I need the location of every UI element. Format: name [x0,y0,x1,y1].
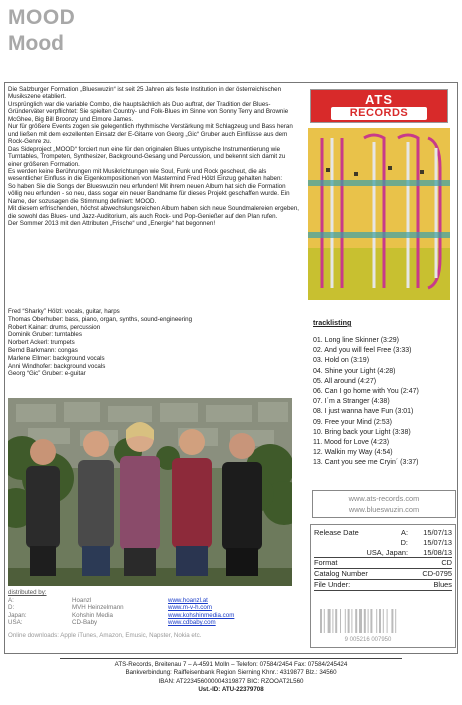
distributor-region: A: [8,597,14,604]
distributor-name: Kohshin Media [72,611,113,619]
distributor-region: USA: [8,619,23,627]
album-cover [308,128,450,300]
catalog-label: Catalog Number [314,569,368,579]
band-member: Bernd Barkmann: congas [8,346,78,354]
barcode-bar [328,609,331,633]
track-item: 01. Long line Skinner (3:29) [313,337,399,344]
distributor-row [8,612,298,619]
release-date-row [314,528,452,538]
distributor-name: Hoanzl [72,597,92,604]
barcode-bar [351,609,352,633]
format-label: Format [314,558,338,568]
barcode [316,607,420,643]
distributor-link[interactable]: www.hoanzl.at [168,597,208,604]
distributor-region: D: [8,604,15,612]
band-photo [8,398,292,586]
format-row [314,558,452,569]
distributor-name: MVH Heinzelmann [72,604,124,612]
catalog-row [314,569,452,580]
page-title: MOOD [8,6,76,29]
band-members [8,308,300,378]
catalog-value: CD-0795 [422,569,452,579]
release-region-d: D: [400,537,408,547]
bio-paragraph: Es werden keine Berührungen mit Musikrichtungen wie Soul, Funk und Rock gescheut, die als wesentlicher Einfluss in die Eigenkompositionen von Mastermind Fred Hölzl Einzug gehalten haben: [8,167,283,183]
band-member: Norbert Ackerl: trumpets [8,339,75,347]
barcode-bar [391,609,393,633]
track-item: 11. Mood for Love (4:23) [313,439,390,447]
band-member: Robert Kainar: drums, percussion [8,323,101,331]
bio-paragraph: Ursprünglich war die variable Combo, die hauptsächlich als Duo auftrat, der Tradition der Blues-Gründerväter verpflichtet: Sie spielten Country- und Folk-Blues im Sinne von Sonny Terry and Brownie McGhee, Big Bill Broonzy und Elmore James. [8,100,289,123]
barcode-bar [368,609,369,633]
distributor-link[interactable]: www.kohshinmedia.com [168,611,235,619]
bio-paragraph: Mit diesem erfrischenden, höchst abwechslungsreichen Album haben sich neue Soundmalereien ergeben, die sowohl das Blues- und Jazz-Auditorium, als auch Rock- und Pop-Genießer auf den Plan rufen. [8,205,299,220]
track-item: 09. Free your Mind (2:53) [313,418,392,426]
barcode-bar [370,609,372,633]
barcode-bar [364,609,366,633]
footer-address: ATS-Records, Breitenau 7 – A-4591 Molln – Telefon: 07584/2454 Fax: 07584/245424 [114,661,348,668]
website-box [312,490,456,518]
footer-vat-id: Ust.-ID: ATU-22379708 [198,686,264,694]
bio-paragraph: Das Sideproject „MOOD“ forciert nun eine für den originalen Blues untypische Instrumentierung wie Turntables, Trompeten, Synthesizer, Background-Gesang und Percussion, und bekennt sich damit zu einer größeren Formation. [8,145,286,168]
album-title: Mood [8,32,64,55]
release-region-usa: USA, Japan: [366,547,408,557]
barcode-bar [387,609,388,633]
barcode-bar [395,609,396,633]
band-member: Anni Windhofer: background vocals [8,362,106,370]
track-item: 03. Hold on (3:19) [313,357,370,365]
band-biography [8,86,300,228]
track-item: 08. I just wanna have Fun (3:01) [313,408,414,416]
band-member: Marlene Ellmer: background vocals [8,354,105,362]
release-date-a: 15/07/13 [423,528,452,537]
distributor-row [8,597,298,604]
track-item: 10. Bring back your Light (3:38) [313,428,411,436]
bio-paragraph: So haben Sie die Songs der Blueswuzin neu erfunden! Mit ihrem neuen Album hat sich die Formation völlig neu erfunden - so neu, dass sogar ein neuer Bandname für dieses Projekt geschaffen wurde. Ein Name, der sozusagen die Stimmung definiert: MOOD. [8,182,290,205]
logo-text-ats: ATS [364,92,394,107]
website-link-ats[interactable]: www.ats-records.com [348,494,420,503]
track-item: 07. I´m a Stranger (4:38) [313,398,390,406]
barcode-bar [332,609,333,633]
barcode-bar [383,609,384,633]
barcode-bar [355,609,357,633]
file-under-label: File Under: [314,579,351,589]
distributor-row [8,604,298,611]
bio-paragraph: Nur für größere Events zogen sie gelegentlich rhythmische Verstärkung mit Schlagzeug und Bass heran und ließen mit dem exzellenten Einsatz der E-Gitarre von Georg „Gic“ Gruber auch Einflüsse aus dem Rock-Genre zu. [8,123,293,146]
track-item: 04. Shine your Light (4:28) [313,367,396,375]
track-item: 02. And you will feel Free (3:33) [313,347,412,355]
barcode-bar [348,609,350,633]
format-value: CD [441,558,452,568]
file-under-row [314,580,452,591]
barcode-bar [324,609,325,633]
band-member: Thomas Oberhuber: bass, piano, organ, synths, sound-engineering [8,315,193,323]
file-under-value: Blues [433,579,452,589]
barcode-bar [359,609,362,633]
tracklist-title: tracklisting [313,318,352,327]
barcode-bar [340,609,341,633]
track-item: 12. Walkin my Way (4:54) [313,449,393,457]
barcode-bar [379,609,381,633]
barcode-bar [320,609,322,633]
website-link-blueswuzin[interactable]: www.blueswuzin.com [348,505,420,514]
band-member: Dominik Gruber: turntables [8,331,82,339]
release-date-usa: 15/08/13 [423,547,452,557]
online-downloads: Online downloads: Apple iTunes, Amazon, Emusic, Napster, Nokia etc. [8,631,202,639]
release-d-row [314,538,452,548]
footer [0,658,462,695]
track-item: 05. All around (4:27) [313,377,377,385]
barcode-number: 9 005216 007950 [344,637,392,643]
footer-bank: Bankverbindung: Raiffeisenbank Region Sierning Khnr.: 4319877 Blz.: 34560 [125,669,337,677]
footer-iban: IBAN: AT223456000004319877 BIC: RZOOAT2L560 [158,677,304,685]
bio-paragraph: Der Sommer 2013 mit den Attributen „Frische“ und „Energie“ hat begonnen! [8,220,216,228]
release-date-d: 15/07/13 [423,537,452,547]
band-member: Fred “Sharky” Hölzl: vocals, guitar, harps [8,308,120,315]
distribution-section [8,589,298,639]
bio-paragraph: Die Salzburger Formation „Blueswuzin“ ist seit 25 Jahren als feste Institution in der österreichischen Musikszene etabliert. [8,86,282,101]
distributor-region: Japan: [8,611,27,619]
release-info-box [310,524,456,648]
barcode-bar [376,609,377,633]
tracklist [313,336,419,469]
distributor-row [8,619,298,626]
release-date-label: Release Date [314,528,359,537]
track-item: 06. Can I go home with You (2:47) [313,388,419,396]
barcode-bar [335,609,337,633]
release-region-a: A: [401,528,408,537]
track-item: 13. Cant you see me Cryin´ (3:37) [313,459,419,467]
barcode-bar [345,609,346,633]
logo-text-records: RECORDS [331,107,427,120]
band-member: Georg “Gic” Gruber: e-guitar [8,370,86,378]
distributor-link[interactable]: www.cdbaby.com [168,619,216,627]
ats-records-logo [310,89,448,123]
release-usa-row [314,548,452,559]
distributor-name: CD-Baby [72,619,98,627]
distribution-title: distributed by: [8,589,47,596]
distributor-link[interactable]: www.m-v-h.com [168,604,213,612]
